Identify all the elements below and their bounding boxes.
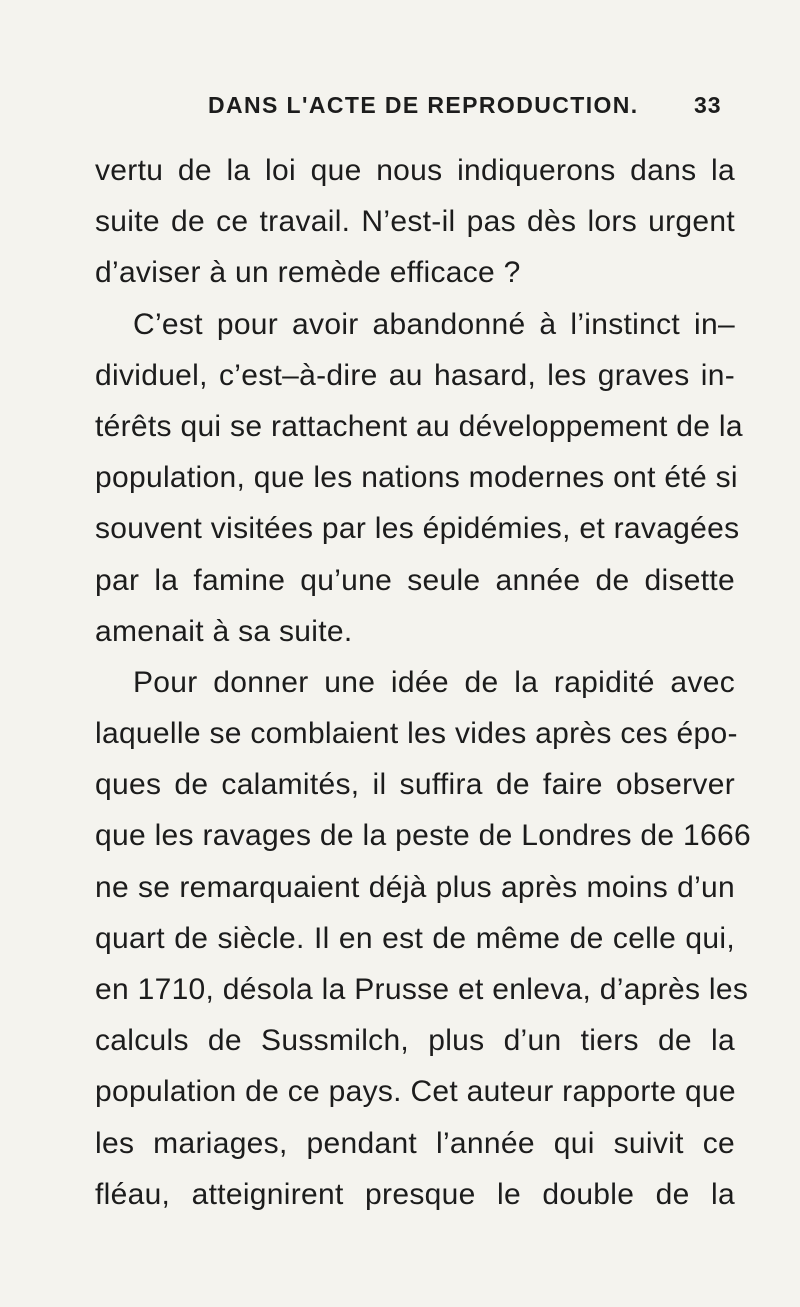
text-line: les mariages, pendant l’année qui suivit ce xyxy=(95,1126,735,1160)
text-line: ne se remarquaient déjà plus après moins d’un xyxy=(95,870,735,904)
text-line: fléau, atteignirent presque le double de la xyxy=(95,1177,735,1211)
text-line: quart de siècle. Il en est de même de celle qui, xyxy=(95,921,735,955)
text-line: amenait à sa suite. xyxy=(95,614,353,648)
running-head xyxy=(0,92,800,132)
text-line: suite de ce travail. N’est-il pas dès lors urgent xyxy=(95,205,735,239)
text-line: calculs de Sussmilch, plus d’un tiers de la xyxy=(95,1024,735,1058)
text-line: que les ravages de la peste de Londres de 1666 xyxy=(95,819,751,853)
text-line: population, que les nations modernes ont été si xyxy=(95,461,738,495)
text-line: vertu de la loi que nous indiquerons dans la xyxy=(95,154,735,187)
text-line: dividuel, c’est–à-dire au hasard, les graves in- xyxy=(95,358,735,392)
text-line: en 1710, désola la Prusse et enleva, d’après les xyxy=(95,973,749,1006)
text-line: Pour donner une idée de la rapidité avec xyxy=(133,665,735,699)
body-text xyxy=(95,145,751,1220)
page-number: 33 xyxy=(694,92,722,118)
text-line: C’est pour avoir abandonné à l’instinct in– xyxy=(133,307,735,341)
text-line: d’aviser à un remède efficace ? xyxy=(95,256,521,290)
text-line: population de ce pays. Cet auteur rapporte que xyxy=(95,1075,736,1109)
text-line: par la famine qu’une seule année de disette xyxy=(95,563,735,597)
text-line: souvent visitées par les épidémies, et ravagées xyxy=(95,512,740,546)
running-title: DANS L'ACTE DE REPRODUCTION. xyxy=(208,92,639,118)
text-line: térêts qui se rattachent au développement de la xyxy=(95,409,743,443)
text-line: laquelle se comblaient les vides après ces épo- xyxy=(95,717,738,751)
text-line: ques de calamités, il suffira de faire observer xyxy=(95,768,735,802)
